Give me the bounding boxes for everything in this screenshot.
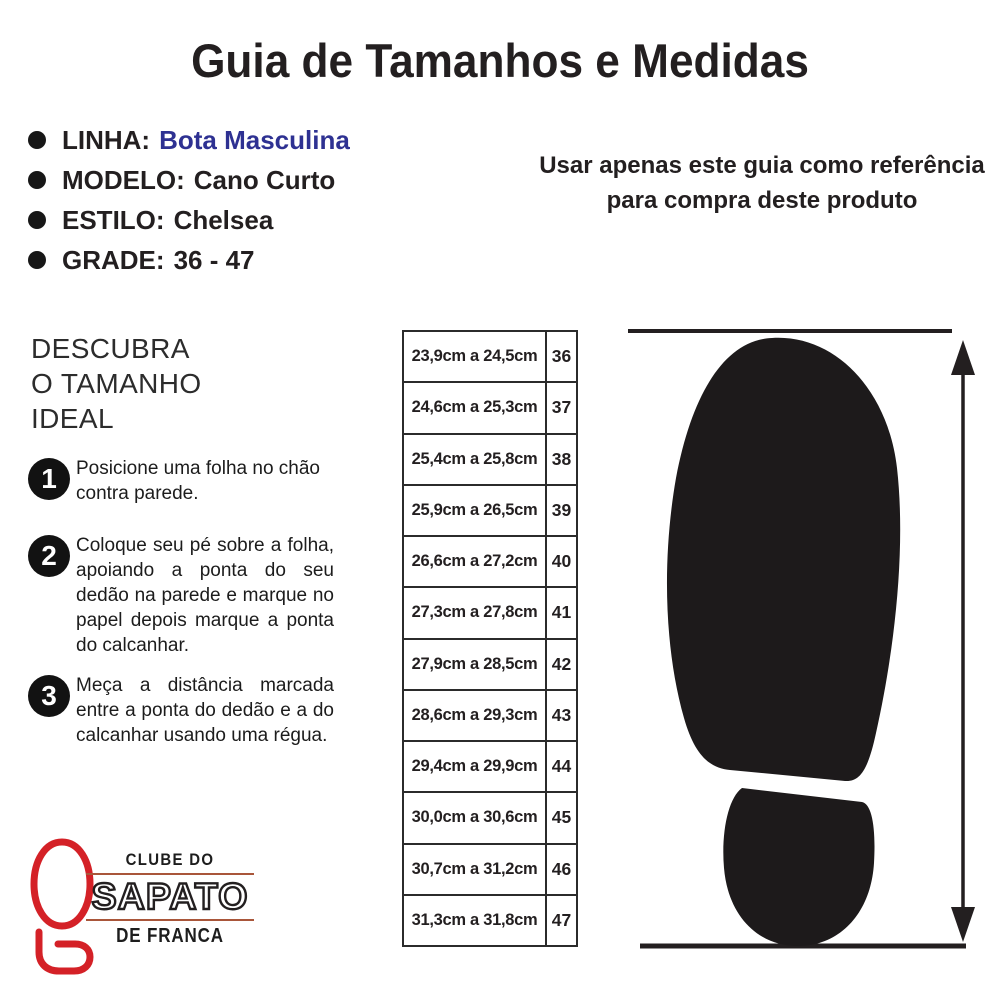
spec-value: Bota Masculina <box>159 124 350 155</box>
logo-divider <box>86 873 254 875</box>
cell-size: 43 <box>551 704 572 725</box>
step-number-badge: 3 <box>28 675 70 717</box>
spec-value: 36 - 47 <box>173 244 255 275</box>
bullet-dot-icon <box>28 251 46 269</box>
spec-item-modelo <box>28 160 350 200</box>
usage-note: Usar apenas este guia como referência para compra deste produto <box>539 152 985 214</box>
spec-label: GRADE: <box>62 244 165 275</box>
cell-size: 37 <box>551 397 572 418</box>
table-row <box>404 383 576 434</box>
bullet-dot-icon <box>28 171 46 189</box>
cell-range: 27,9cm a 28,5cm <box>404 640 547 689</box>
howto-heading-line: O TAMANHO <box>31 368 202 399</box>
cell-size: 42 <box>551 653 572 674</box>
page-title: Guia de Tamanhos e Medidas <box>191 34 809 87</box>
spec-label: MODELO: <box>62 164 185 195</box>
table-row <box>404 537 576 588</box>
step-text: Coloque seu pé sobre a folha, apoiando a ponta do seu dedão na parede e marque no papel depois marque a ponta do calcanhar. <box>76 535 334 656</box>
cell-range: 24,6cm a 25,3cm <box>404 383 547 432</box>
bullet-dot-icon <box>28 131 46 149</box>
step-item-3 <box>28 673 336 748</box>
cell-range: 30,0cm a 30,6cm <box>404 793 547 842</box>
table-row <box>404 435 576 486</box>
table-row <box>404 332 576 383</box>
cell-range: 25,4cm a 25,8cm <box>404 435 547 484</box>
sole-heel-shape <box>723 788 874 946</box>
cell-range: 23,9cm a 24,5cm <box>404 332 547 381</box>
table-row <box>404 588 576 639</box>
cell-size: 40 <box>551 551 572 572</box>
cell-range: 31,3cm a 31,8cm <box>404 896 547 945</box>
spec-item-estilo <box>28 200 350 240</box>
howto-heading <box>31 331 202 436</box>
step-number-badge: 2 <box>28 535 70 577</box>
logo-sub-text: DE FRANCA <box>116 925 224 947</box>
sole-front-shape <box>667 338 900 781</box>
cell-range: 29,4cm a 29,9cm <box>404 742 547 791</box>
cell-range: 30,7cm a 31,2cm <box>404 845 547 894</box>
table-row <box>404 640 576 691</box>
cell-size: 44 <box>551 756 572 777</box>
cell-size: 46 <box>551 858 572 879</box>
spec-item-grade <box>28 240 350 280</box>
footprint-figure <box>600 318 1000 968</box>
table-row <box>404 486 576 537</box>
logo-divider <box>86 919 254 921</box>
cell-size: 39 <box>551 499 572 520</box>
size-table <box>402 330 578 947</box>
step-number-badge: 1 <box>28 458 70 500</box>
cell-size: 41 <box>551 602 572 623</box>
step-text: Posicione uma folha no chão contra parede. <box>76 458 320 504</box>
brand-logo <box>16 834 301 979</box>
table-row <box>404 793 576 844</box>
spec-value: Cano Curto <box>193 164 336 195</box>
footprint-silhouette-icon <box>600 318 1000 968</box>
howto-heading-line: DESCUBRA <box>31 333 190 364</box>
step-item-1 <box>28 456 336 506</box>
spec-label: LINHA: <box>62 124 151 155</box>
cell-range: 28,6cm a 29,3cm <box>404 691 547 740</box>
cell-size: 38 <box>551 448 572 469</box>
spec-value: Chelsea <box>173 204 274 235</box>
step-text: Meça a distância marcada entre a ponta do dedão e a do calcanhar usando uma régua. <box>76 675 334 746</box>
brand-logo-text <box>86 850 254 948</box>
cell-range: 25,9cm a 26,5cm <box>404 486 547 535</box>
logo-name: SAPATO <box>91 876 249 917</box>
table-row <box>404 691 576 742</box>
spec-item-linha <box>28 120 350 160</box>
cell-range: 26,6cm a 27,2cm <box>404 537 547 586</box>
measure-arrow-icon <box>951 340 975 942</box>
howto-heading-line: IDEAL <box>31 403 114 434</box>
step-item-2 <box>28 533 336 658</box>
cell-size: 45 <box>551 807 572 828</box>
bullet-dot-icon <box>28 211 46 229</box>
cell-range: 27,3cm a 27,8cm <box>404 588 547 637</box>
table-row <box>404 845 576 896</box>
spec-label: ESTILO: <box>62 204 165 235</box>
logo-top-text: CLUBE DO <box>125 850 215 869</box>
table-row <box>404 896 576 945</box>
product-spec-list <box>28 120 350 280</box>
cell-size: 47 <box>551 909 572 930</box>
table-row <box>404 742 576 793</box>
cell-size: 36 <box>551 346 572 367</box>
